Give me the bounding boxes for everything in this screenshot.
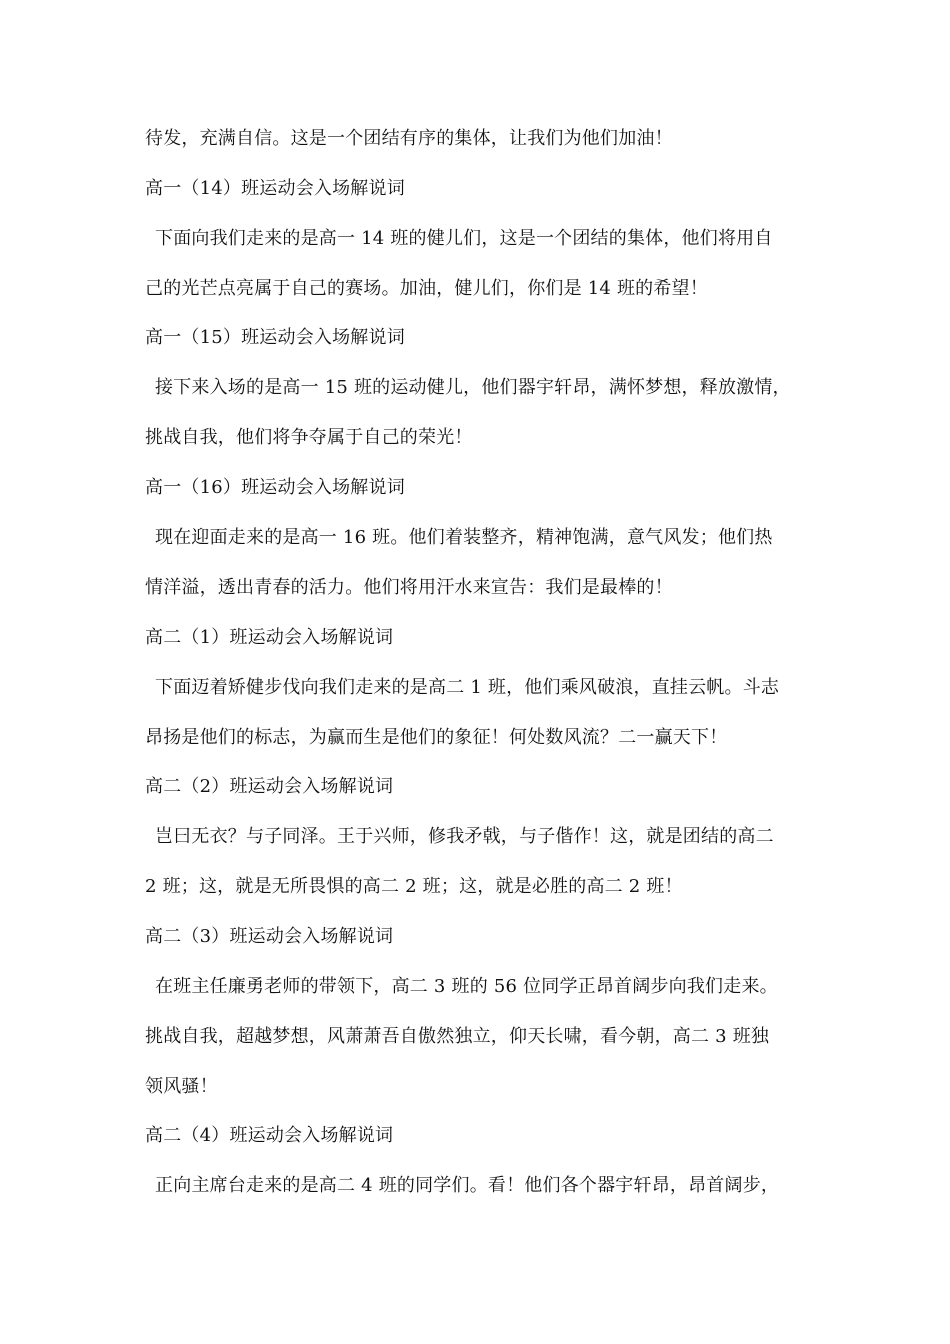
section-heading: 高一（15）班运动会入场解说词 [145,327,405,348]
section-heading: 高二（1）班运动会入场解说词 [145,627,394,648]
section-heading: 高二（3）班运动会入场解说词 [145,926,394,947]
section-heading: 高一（14）班运动会入场解说词 [145,178,405,199]
paragraph-line: 2 班；这，就是无所畏惧的高二 2 班；这，就是必胜的高二 2 班！ [145,876,683,897]
paragraph-line: 下面向我们走来的是高一 14 班的健儿们，这是一个团结的集体，他们将用自 [155,228,773,249]
paragraph-line: 待发，充满自信。这是一个团结有序的集体，让我们为他们加油！ [145,128,673,149]
paragraph-line: 在班主任廉勇老师的带领下，高二 3 班的 56 位同学正昂首阔步向我们走来。 [155,976,778,997]
paragraph-line: 正向主席台走来的是高二 4 班的同学们。看！他们各个器宇轩昂，昂首阔步， [155,1175,780,1196]
paragraph-line: 接下来入场的是高一 15 班的运动健儿，他们器宇轩昂，满怀梦想，释放激情， [155,377,791,398]
paragraph-line: 领风骚！ [145,1076,218,1097]
paragraph-line: 下面迈着矫健步伐向我们走来的是高二 1 班，他们乘风破浪，直挂云帆。斗志 [155,677,780,698]
section-heading: 高一（16）班运动会入场解说词 [145,477,405,498]
paragraph-line: 昂扬是他们的标志，为赢而生是他们的象征！何处数风流？二一赢天下！ [145,727,728,748]
paragraph-line: 情洋溢，透出青春的活力。他们将用汗水来宣告：我们是最棒的！ [145,577,673,598]
paragraph-line: 岂曰无衣？与子同泽。王于兴师，修我矛戟，与子偕作！这，就是团结的高二 [155,826,774,847]
section-heading: 高二（2）班运动会入场解说词 [145,776,394,797]
paragraph-line: 己的光芒点亮属于自己的赛场。加油，健儿们，你们是 14 班的希望！ [145,278,708,299]
section-heading: 高二（4）班运动会入场解说词 [145,1125,394,1146]
paragraph-line: 挑战自我，他们将争夺属于自己的荣光！ [145,427,473,448]
paragraph-line: 挑战自我，超越梦想，风萧萧吾自傲然独立，仰天长啸，看今朝，高二 3 班独 [145,1026,770,1047]
paragraph-line: 现在迎面走来的是高一 16 班。他们着装整齐，精神饱满，意气风发；他们热 [155,527,773,548]
